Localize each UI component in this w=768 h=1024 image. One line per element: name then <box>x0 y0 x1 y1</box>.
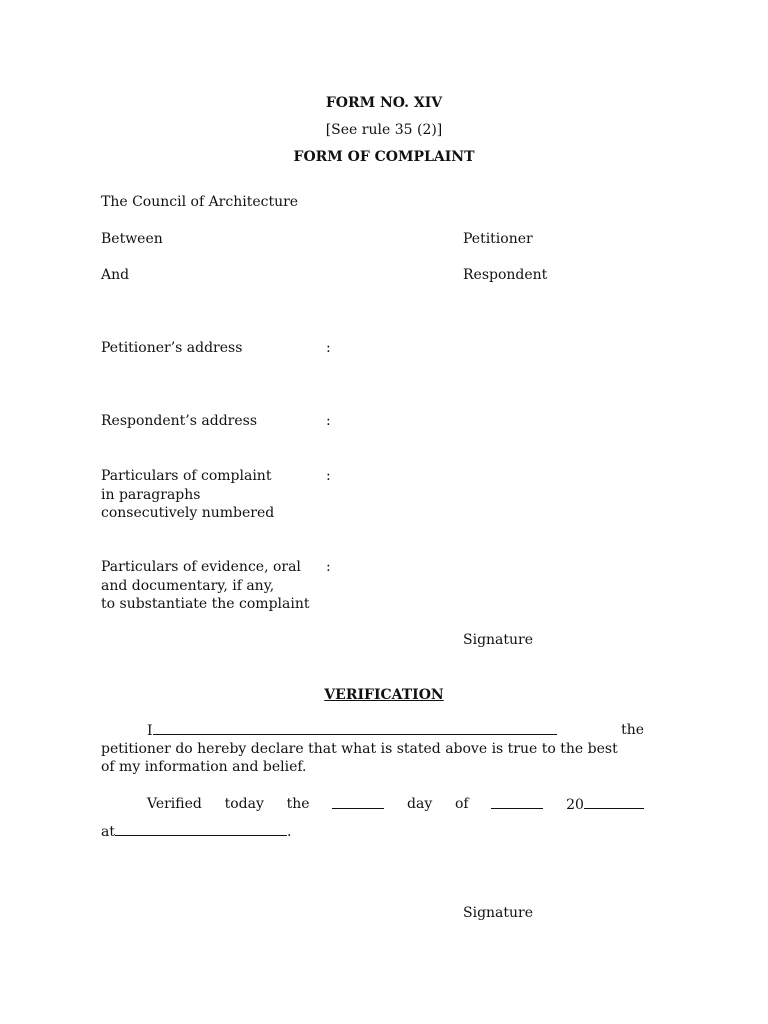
colon-separator: : <box>326 340 331 356</box>
respondent-address-label <box>101 412 257 431</box>
place-line <box>101 822 291 841</box>
complaint-signature: Signature <box>463 632 534 648</box>
label-line: Petitioner’s address <box>101 340 243 356</box>
declaration-name-blank <box>101 721 557 740</box>
declaration-text-2: petitioner do hereby declare that what is stated above is true to the best <box>101 741 618 757</box>
today-word: today <box>224 796 264 812</box>
year-field <box>566 795 644 814</box>
declaration-line-1 <box>101 721 644 740</box>
verified-word: Verified <box>147 796 202 812</box>
place-period: . <box>286 824 292 840</box>
petitioner-address-label <box>101 339 242 358</box>
label-line: Particulars of complaint <box>101 468 272 484</box>
rule-reference: [See rule 35 (2)] <box>325 122 443 138</box>
label-line: Particulars of evidence, oral <box>101 559 301 575</box>
day-blank-line[interactable] <box>332 795 384 809</box>
year-blank-line[interactable] <box>584 795 644 809</box>
petitioner-label: Petitioner <box>463 231 533 247</box>
respondent-label: Respondent <box>463 267 548 283</box>
place-blank-line[interactable] <box>115 822 287 836</box>
year-prefix: 20 <box>566 797 584 813</box>
addressee: The Council of Architecture <box>101 194 299 210</box>
declaration-i: I <box>147 723 153 739</box>
verification-heading: VERIFICATION <box>324 687 444 703</box>
complaint-particulars-label <box>101 467 274 523</box>
label-line: to substantiate the complaint <box>101 596 310 612</box>
and-label: And <box>101 267 130 283</box>
declaration-the: the <box>621 722 644 738</box>
form-title: FORM OF COMPLAINT <box>293 149 475 165</box>
colon-separator: : <box>326 413 331 429</box>
at-word: at <box>101 824 115 840</box>
label-line: Respondent’s address <box>101 413 258 429</box>
of-word: of <box>454 796 469 812</box>
colon-separator: : <box>326 559 331 575</box>
verification-signature: Signature <box>463 905 534 921</box>
verified-line <box>101 795 644 814</box>
declaration-line-2 <box>101 740 644 758</box>
the-word: the <box>286 796 310 812</box>
label-line: in paragraphs <box>101 486 201 503</box>
between-label: Between <box>101 231 163 247</box>
label-line: consecutively numbered <box>101 505 275 521</box>
day-word: day <box>407 796 433 812</box>
evidence-particulars-label <box>101 558 309 614</box>
label-line: and documentary, if any, <box>101 577 275 594</box>
name-blank-line[interactable] <box>153 721 557 735</box>
month-blank-line[interactable] <box>491 795 543 809</box>
declaration-line-3: of my information and belief. <box>101 759 307 775</box>
colon-separator: : <box>326 468 331 484</box>
form-number: FORM NO. XIV <box>325 95 443 111</box>
